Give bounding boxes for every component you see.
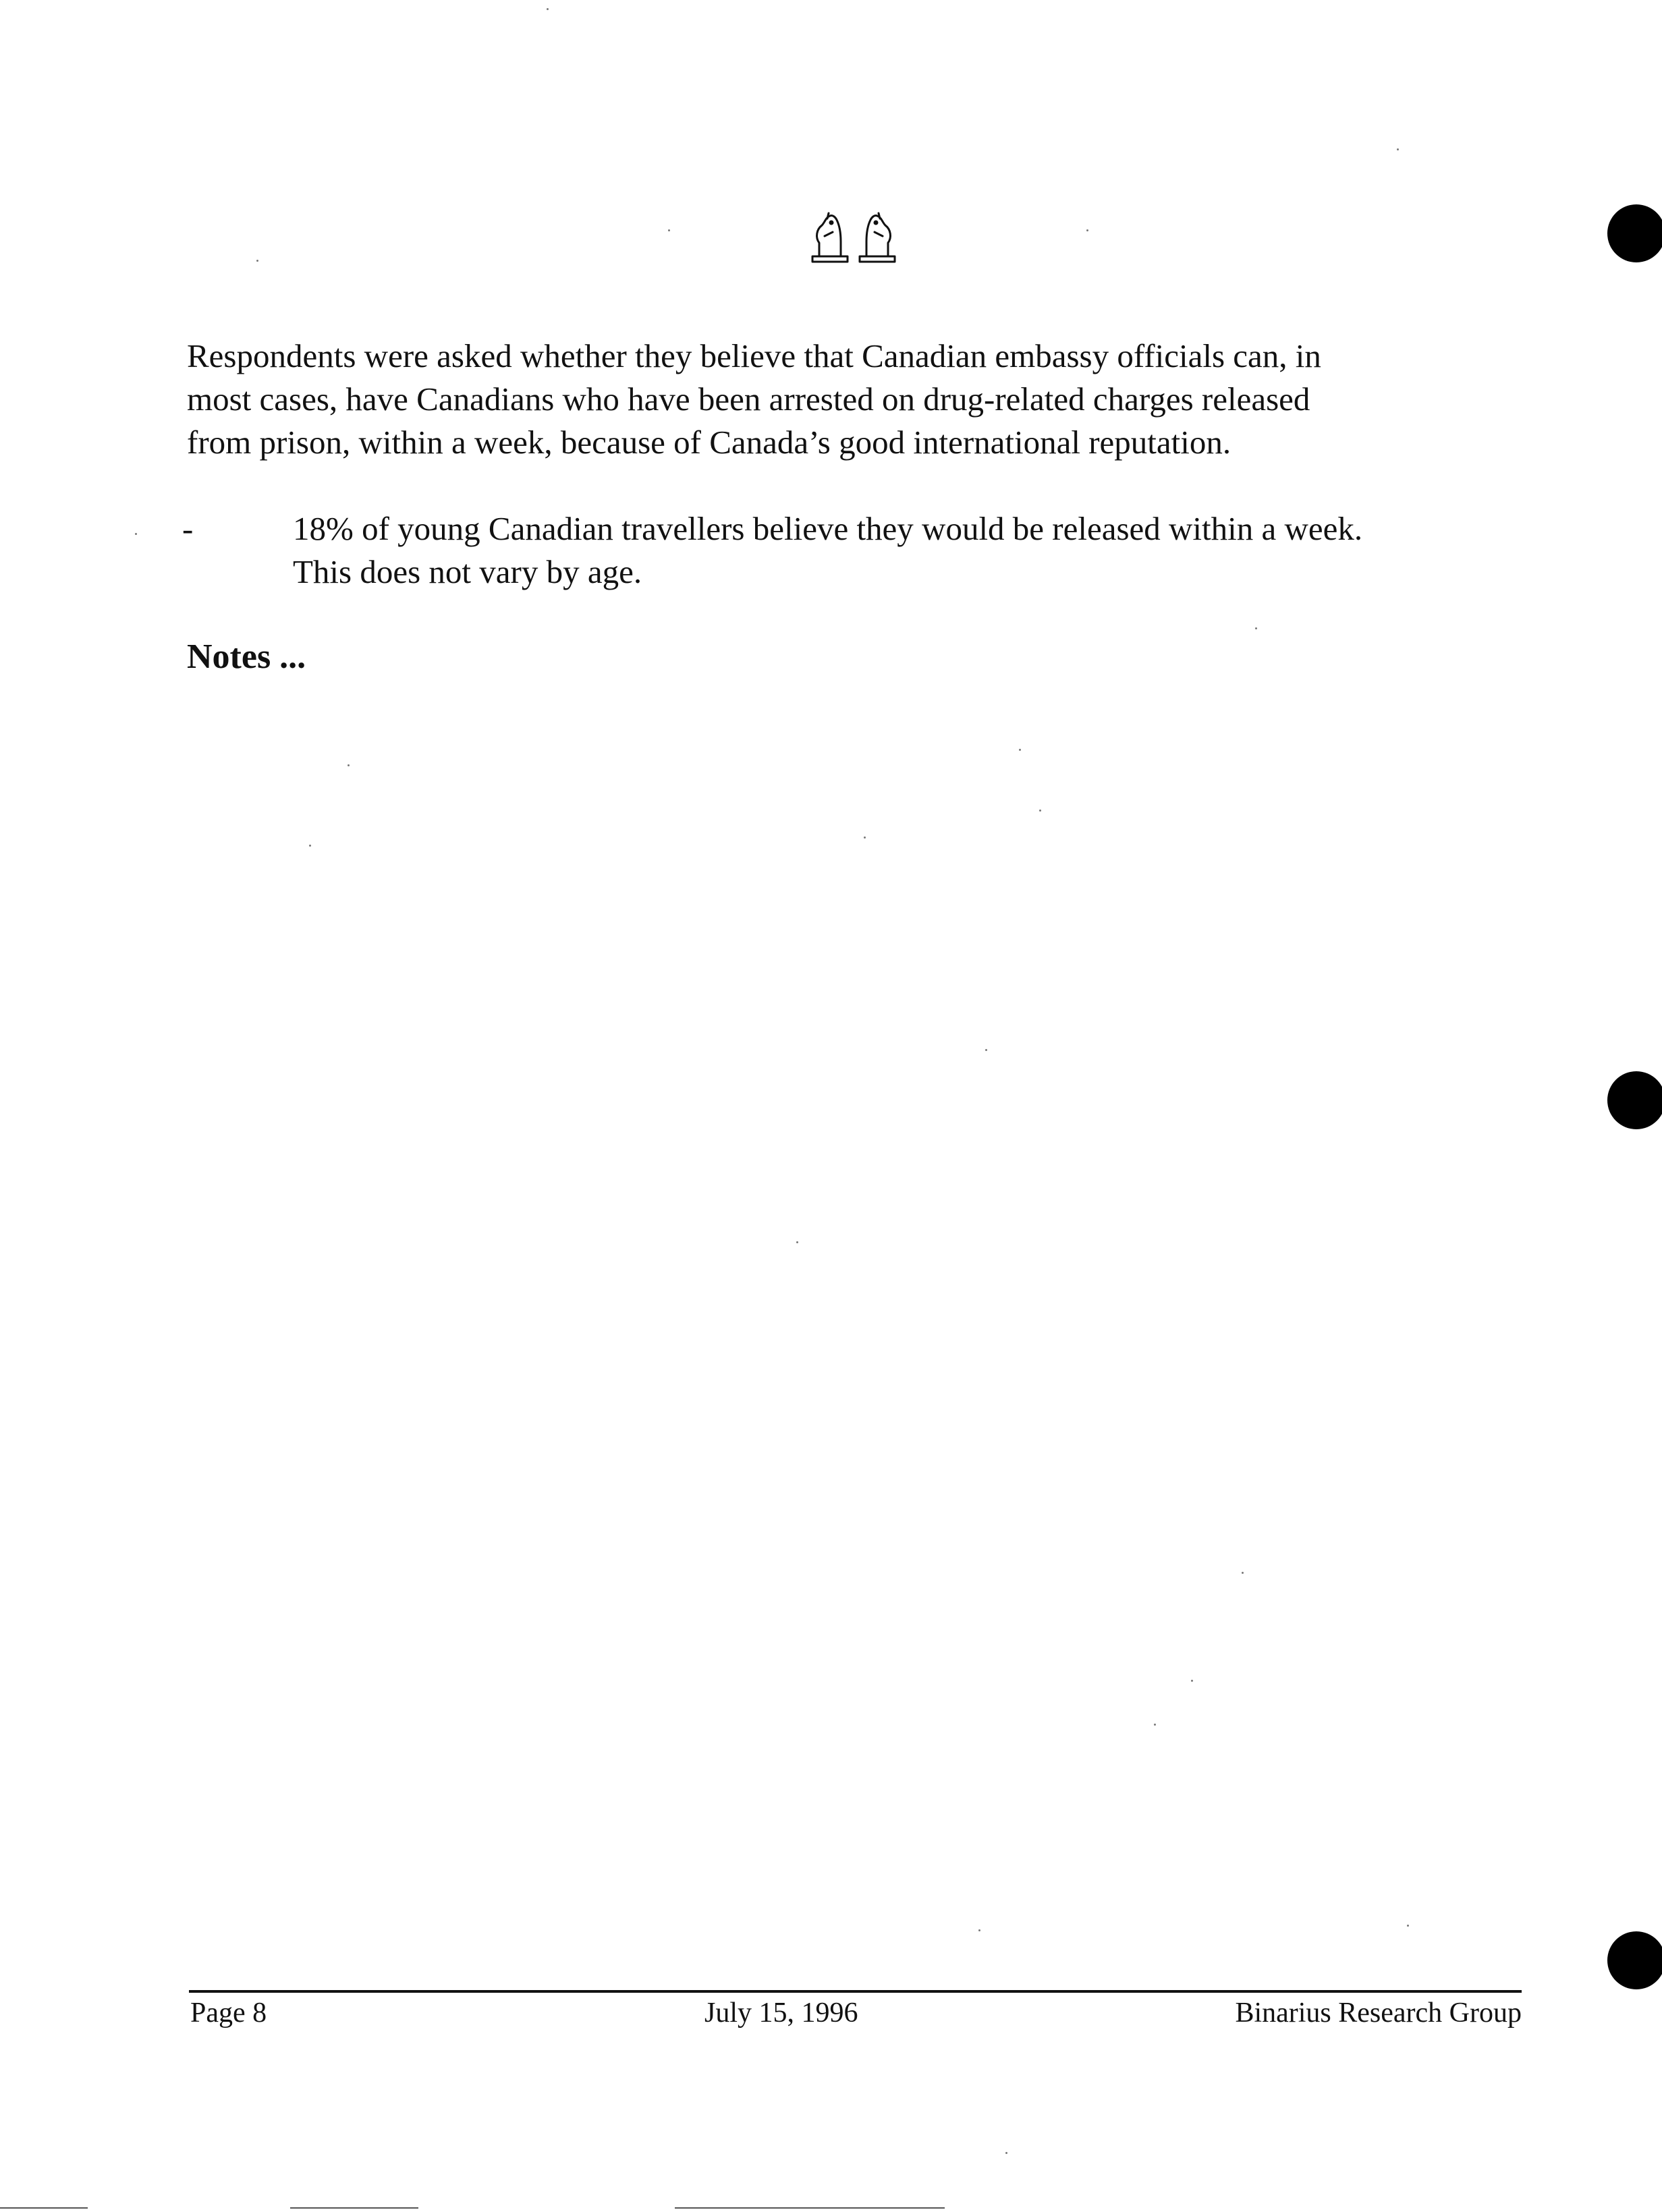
binder-hole — [1607, 1071, 1662, 1129]
bullet-marker: - — [182, 510, 194, 547]
scan-speck — [1154, 1724, 1156, 1726]
scan-edge-line — [675, 2207, 945, 2209]
scan-speck — [1407, 1925, 1409, 1927]
intro-paragraph — [187, 335, 1523, 464]
paragraph-line: Respondents were asked whether they believe that Canadian embassy officials can, in — [187, 337, 1321, 374]
paragraph-line: most cases, have Canadians who have been arrested on drug-related charges released — [187, 380, 1310, 418]
scan-speck — [1005, 2152, 1007, 2154]
bullet-line: This does not vary by age. — [293, 553, 642, 590]
scan-speck — [1086, 229, 1088, 231]
notes-heading: Notes ... — [187, 637, 306, 676]
scan-speck — [1191, 1680, 1193, 1682]
scan-speck — [668, 229, 670, 231]
scan-speck — [985, 1049, 987, 1051]
footer-divider — [189, 1990, 1522, 1993]
scan-speck — [135, 533, 137, 535]
scan-speck — [309, 845, 311, 847]
scan-speck — [978, 1929, 980, 1931]
scan-speck — [348, 764, 350, 766]
binder-hole — [1607, 204, 1662, 262]
scan-speck — [547, 8, 549, 10]
scan-speck — [864, 836, 866, 839]
scan-speck — [1242, 1572, 1244, 1574]
scan-speck — [1397, 148, 1399, 150]
footer-page-number: Page 8 — [190, 1997, 267, 2029]
paragraph-line: from prison, within a week, because of Canada’s good international reputation. — [187, 424, 1231, 461]
scan-speck — [1019, 749, 1021, 751]
footer-date: July 15, 1996 — [704, 1997, 858, 2029]
bullet-line: 18% of young Canadian travellers believe they would be released within a week. — [293, 510, 1363, 547]
scan-speck — [1039, 810, 1041, 812]
footer-organization: Binarius Research Group — [1235, 1997, 1522, 2029]
scan-speck — [796, 1241, 798, 1243]
binder-hole — [1607, 1931, 1662, 1989]
scan-speck — [256, 260, 258, 262]
bullet-item — [293, 507, 1541, 594]
scan-speck — [1255, 627, 1257, 629]
scan-edge-line — [290, 2207, 418, 2209]
horse-head-bookends-icon — [810, 202, 897, 270]
scan-edge-line — [0, 2207, 88, 2209]
